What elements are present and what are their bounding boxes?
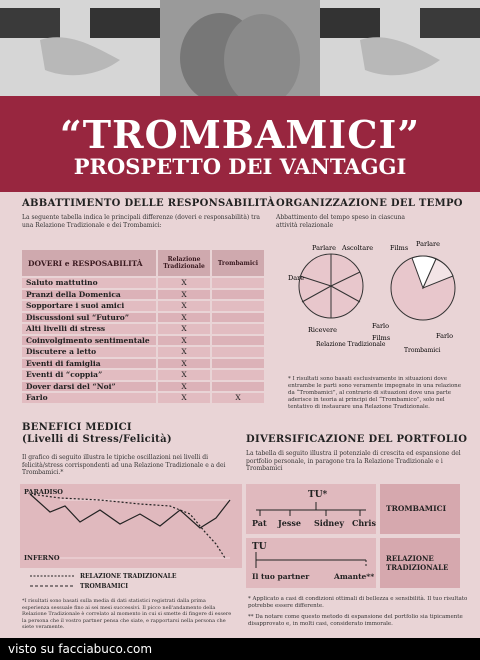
responsibility-table	[20, 248, 266, 405]
pie2-caption: Trombamici	[404, 347, 441, 354]
row-relazione-mark: X	[157, 312, 211, 324]
row-relazione-mark: X	[157, 277, 211, 289]
row-trombamici-mark	[211, 369, 265, 381]
intro-abbattimento: La seguente tabella indica le principali differenze (doveri e responsabilità) tra una Relazione Tradizionale e dei Trombamici:	[22, 214, 261, 229]
table-row	[21, 392, 265, 404]
pie2-label-films: Films	[372, 334, 391, 342]
col-header-doveri: DOVERI e RESPOSABILITÀ	[21, 249, 157, 277]
heading-abbattimento: ABBATTIMENTO DELLE RESPONSABILITÀ	[22, 198, 275, 209]
legend-trombamici: TROMBAMICI	[80, 583, 129, 590]
page-title: “TROMBAMICI”	[59, 112, 421, 157]
row-label: Alti livelli di stress	[21, 323, 157, 335]
note-benefici: *I risultati sono basati sulla media di dati statistici registrati dalla prima esperienza sessuale fino ai sei mesi successivi. Il picco nell'andamento della Relazione Tradizionale è correlato al momento in cui si smette di fingere di essere la persona che il vostro partner pensa che siate, e rapportarsi nella persona che siete veramente.	[22, 598, 232, 630]
intro-tempo: Abbattimento del tempo speso in ciascuna attività relazionale	[276, 214, 405, 229]
row-trombamici-mark	[211, 300, 265, 312]
row-label: Discutere a letto	[21, 346, 157, 358]
row-relazione-mark: X	[157, 369, 211, 381]
heading-tempo: ORGANIZZAZIONE DEL TEMPO	[276, 198, 463, 209]
portfolio-amante: Amante**	[334, 572, 375, 581]
time-pie-charts	[286, 236, 476, 376]
stress-top-label: PARADISO	[24, 488, 63, 496]
row-relazione-mark: X	[157, 358, 211, 370]
row-label: Pranzi della Domenica	[21, 289, 157, 301]
heading-benefici-sub: (Livelli di Stress/Felicità)	[22, 434, 172, 445]
table-row	[21, 300, 265, 312]
note-tempo: * I risultati sono basati esclusivamente in situazioni dove entrambe le parti sono veramente impegnate in una relazione da “Trombamici”, al contrario di situazioni dove una parte aderisce in teoria ai principi del “Trombamico”, solo nel tentativo di instaurare una Relazione Tradizionale.	[288, 376, 461, 410]
row-trombamici-mark	[211, 381, 265, 393]
portfolio-label-trombamici: TROMBAMICI	[386, 504, 447, 513]
portfolio-name-pat: Pat	[252, 518, 267, 528]
note-portfolio-1: * Applicato a casi di condizioni ottimali di bellezza e sensibilità. Il tuo risultato potrebbe essere differente.	[248, 596, 468, 609]
heading-benefici: BENEFICI MEDICI	[22, 422, 132, 433]
row-label: Eventi di “coppia”	[21, 369, 157, 381]
table-row	[21, 335, 265, 347]
row-trombamici-mark	[211, 358, 265, 370]
pie-relazione	[299, 254, 363, 318]
row-relazione-mark: X	[157, 335, 211, 347]
row-label: Coinvolgimento sentimentale	[21, 335, 157, 347]
row-label: Sopportare i suoi amici	[21, 300, 157, 312]
note-portfolio-2: ** Da notare come questo metodo di espansione del portfolio sia tipicamente disapprovato e, in molti casi, considerato immorale.	[248, 614, 463, 627]
col-header-relazione: Relazione Tradizionale	[157, 249, 211, 277]
row-label: Farlo	[21, 392, 157, 404]
intro-portfolio: La tabella di seguito illustra il potenziale di crescita ed espansione del portfolio personale, in paragone tra la Relazione Tradizionale e i Trombamici	[246, 450, 461, 472]
portfolio-name-jesse: Jesse	[278, 518, 301, 528]
row-relazione-mark: X	[157, 323, 211, 335]
row-trombamici-mark	[211, 289, 265, 301]
row-trombamici-mark	[211, 323, 265, 335]
portfolio-name-chris: Chris	[352, 518, 376, 528]
pie1-label-films: Films	[390, 244, 409, 252]
pie1-label-parlare: Parlare	[312, 244, 336, 252]
heading-portfolio: DIVERSIFICAZIONE DEL PORTFOLIO	[246, 434, 468, 445]
table-row	[21, 369, 265, 381]
legend-relazione: RELAZIONE TRADIZIONALE	[80, 573, 177, 580]
row-label: Discussioni sul “Futuro”	[21, 312, 157, 324]
pie1-label-farlo: Farlo	[372, 322, 390, 330]
pie2-label-parlare: Parlare	[416, 240, 440, 248]
row-relazione-mark: X	[157, 346, 211, 358]
portfolio-partner: Il tuo partner	[252, 572, 310, 581]
table-row	[21, 323, 265, 335]
pie1-label-ascoltare: Ascoltare	[342, 244, 374, 252]
handshake-left-image	[0, 0, 480, 108]
intro-benefici: Il grafico di seguito illustra le tipiche oscillazioni nei livelli di felicità/stress corrispondenti ad una Relazione Tradizionale e a dei Trombamici.*	[22, 454, 226, 476]
pie1-label-ricevere: Ricevere	[308, 326, 337, 334]
row-trombamici-mark	[211, 312, 265, 324]
row-relazione-mark: X	[157, 381, 211, 393]
row-label: Saluto mattutino	[21, 277, 157, 289]
row-relazione-mark: X	[157, 300, 211, 312]
row-trombamici-mark: X	[211, 392, 265, 404]
table-row	[21, 277, 265, 289]
pie-trombamici	[391, 256, 455, 320]
pie1-caption: Relazione Tradizionale	[316, 341, 386, 348]
row-label: Eventi di famiglia	[21, 358, 157, 370]
pie1-label-dare: Dare	[288, 274, 305, 282]
row-trombamici-mark	[211, 335, 265, 347]
portfolio-name-sidney: Sidney	[314, 518, 344, 528]
row-relazione-mark: X	[157, 289, 211, 301]
portfolio-tu-star: TU*	[308, 490, 328, 500]
watermark-bar: visto su facciabuco.com	[0, 638, 480, 660]
table-row	[21, 346, 265, 358]
row-trombamici-mark	[211, 346, 265, 358]
page-subtitle: PROSPETTO DEI VANTAGGI	[73, 154, 407, 179]
col-header-trombamici: Trombamici	[211, 249, 265, 277]
table-row	[21, 358, 265, 370]
portfolio-label-relazione: RELAZIONE TRADIZIONALE	[386, 554, 449, 572]
row-trombamici-mark	[211, 277, 265, 289]
stress-bottom-label: INFERNO	[24, 554, 60, 562]
hero-photo-strip	[0, 0, 480, 108]
table-row	[21, 289, 265, 301]
table-row	[21, 312, 265, 324]
row-relazione-mark: X	[157, 392, 211, 404]
portfolio-tu: TU	[252, 542, 267, 552]
table-row	[21, 381, 265, 393]
row-label: Dover darsi del “Noi”	[21, 381, 157, 393]
pie2-label-farlo: Farlo	[436, 332, 454, 340]
